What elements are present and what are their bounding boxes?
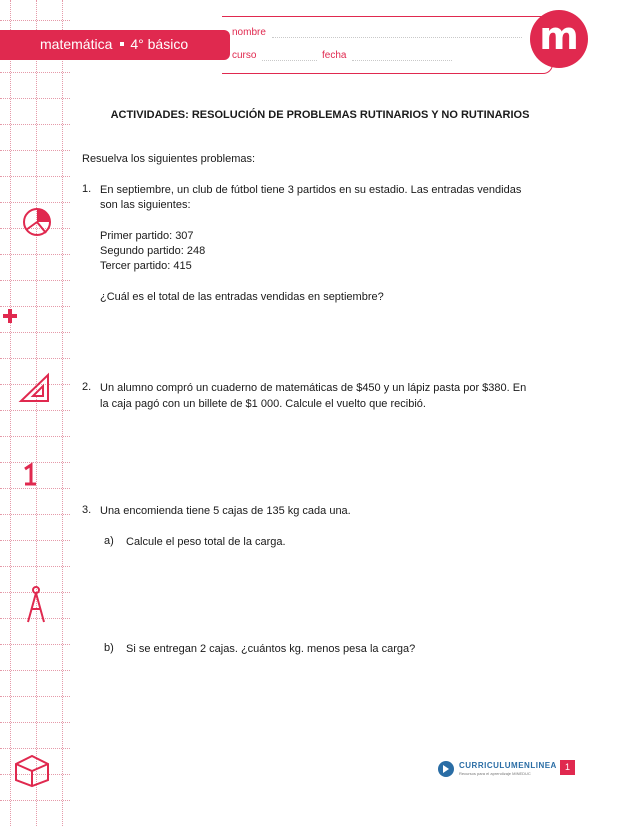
problem-1-detail-2: Segundo partido: 248: [100, 245, 206, 257]
compass-icon: [24, 585, 48, 625]
name-field[interactable]: [272, 37, 522, 38]
date-label: fecha: [322, 50, 347, 61]
problem-2-line-1: Un alumno compró un cuaderno de matemáticas de $450 y un lápiz pasta por $380. En: [100, 382, 527, 394]
problem-1-detail-1: Primer partido: 307: [100, 230, 194, 242]
problem-3b-text: Si se entregan 2 cajas. ¿cuántos kg. menos pesa la carga?: [126, 643, 416, 655]
name-label: nombre: [232, 27, 266, 38]
subject-banner: [0, 30, 230, 60]
subject-label: matemática 4° básico: [40, 36, 189, 52]
problem-1-detail-3: Tercer partido: 415: [100, 260, 192, 272]
triangle-ruler-icon: [18, 372, 52, 404]
brand-tagline: Recursos para el aprendizaje MINEDUC: [459, 771, 531, 776]
course-label: curso: [232, 50, 257, 61]
page-number: 1: [560, 760, 575, 775]
logo-badge: [530, 10, 588, 68]
problem-3-line-1: Una encomienda tiene 5 cajas de 135 kg cada una.: [100, 505, 351, 517]
cube-icon: [12, 752, 52, 788]
margin-grid: [0, 0, 70, 826]
student-info-form: [222, 16, 553, 74]
plus-icon: [2, 308, 18, 324]
problem-3a-label: a): [104, 535, 114, 547]
course-field[interactable]: [262, 60, 317, 61]
logo-letter: m: [539, 14, 579, 58]
problem-3-number: 3.: [82, 504, 92, 516]
problem-1-number: 1.: [82, 183, 92, 195]
curriculum-arrow-icon: [437, 760, 455, 778]
number-one-icon: [20, 462, 40, 488]
brand-name: CURRICULUMENLINEA: [459, 761, 557, 770]
problem-1-line-2: son las siguientes:: [100, 199, 191, 211]
fraction-circle-icon: [20, 205, 54, 239]
page-title: ACTIVIDADES: RESOLUCIÓN DE PROBLEMAS RUTINARIOS Y NO RUTINARIOS: [110, 109, 530, 121]
problem-1-line-1: En septiembre, un club de fútbol tiene 3 partidos en su estadio. Las entradas vendidas: [100, 184, 522, 196]
problem-3b-label: b): [104, 642, 114, 654]
instructions: Resuelva los siguientes problemas:: [82, 153, 256, 165]
date-field[interactable]: [352, 60, 452, 61]
problem-2-line-2: la caja pagó con un billete de $1 000. Calcule el vuelto que recibió.: [100, 398, 426, 410]
problem-1-question: ¿Cuál es el total de las entradas vendidas en septiembre?: [100, 291, 384, 303]
curriculum-logo: [437, 760, 557, 783]
problem-2-number: 2.: [82, 381, 92, 393]
grade-label: 4° básico: [130, 36, 189, 52]
problem-3a-text: Calcule el peso total de la carga.: [126, 536, 286, 548]
